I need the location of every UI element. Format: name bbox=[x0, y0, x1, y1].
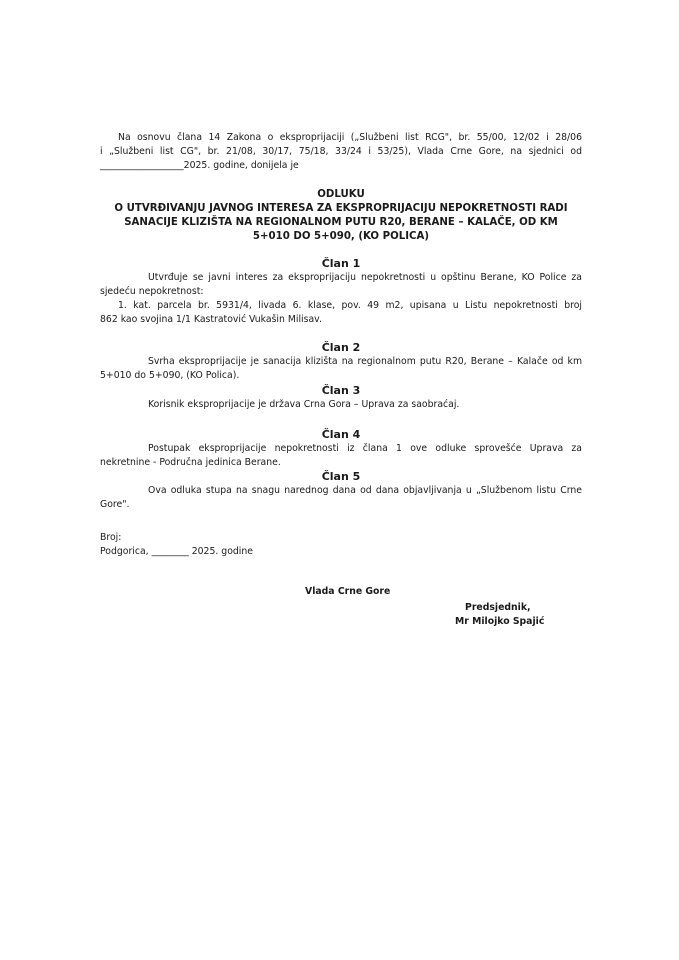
article-4-heading: Član 4 bbox=[321, 428, 361, 441]
signatory-name: Mr Milojko Spajić bbox=[455, 616, 545, 627]
article-1-list-item: 862 kao svojina 1/1 Kastratović Vukašin Milisav. bbox=[100, 314, 322, 325]
document-subtitle: 5+010 DO 5+090, (KO POLICA) bbox=[252, 231, 430, 242]
article-2-heading: Član 2 bbox=[321, 341, 361, 354]
article-1-heading: Član 1 bbox=[321, 257, 361, 270]
preamble-line: i „Službeni list CG", br. 21/08, 30/17, 75/18, 33/24 i 53/25), Vlada Crne Gore, na sjednici od bbox=[100, 146, 582, 157]
article-4-text: Postupak eksproprijacije nepokretnosti iz člana 1 ove odluke sprovešće Uprava za bbox=[148, 443, 582, 454]
article-4-text: nekretnine - Područna jedinica Berane. bbox=[100, 457, 281, 468]
article-1-text: sjedeću nepokretnost: bbox=[100, 286, 204, 297]
article-3-heading: Član 3 bbox=[321, 384, 361, 397]
article-2-text: Svrha eksproprijacije je sanacija klizišta na regionalnom putu R20, Berane – Kalače od km bbox=[148, 356, 582, 367]
article-5-heading: Član 5 bbox=[321, 470, 361, 483]
article-2-text: 5+010 do 5+090, (KO Polica). bbox=[100, 370, 240, 381]
document-number: Broj: bbox=[100, 532, 122, 543]
article-5-text: Ova odluka stupa na snagu narednog dana od dana objavljivanja u „Službenom listu Crne bbox=[148, 485, 582, 496]
preamble-line: Na osnovu člana 14 Zakona o eksproprijaciji („Službeni list RCG", br. 55/00, 12/02 i 28/06 bbox=[118, 132, 582, 143]
place-date: Podgorica, ________ 2025. godine bbox=[100, 546, 253, 557]
article-3-text: Korisnik eksproprijacije je država Crna Gora – Uprava za saobraćaj. bbox=[148, 399, 460, 410]
document-title: ODLUKU bbox=[317, 189, 365, 200]
signatory-title: Predsjednik, bbox=[465, 602, 531, 613]
preamble-line: __________________2025. godine, donijela je bbox=[100, 160, 299, 171]
article-1-list-item: 1. kat. parcela br. 5931/4, livada 6. klase, pov. 49 m2, upisana u Listu nepokretnosti broj bbox=[118, 300, 582, 311]
document-subtitle: O UTVRĐIVANJU JAVNOG INTERESA ZA EKSPROPRIJACIJU NEPOKRETNOSTI RADI bbox=[114, 203, 568, 214]
document-subtitle: SANACIJE KLIZIŠTA NA REGIONALNOM PUTU R20, BERANE – KALAČE, OD KM bbox=[124, 217, 558, 228]
article-5-text: Gore". bbox=[100, 499, 130, 510]
government-name: Vlada Crne Gore bbox=[305, 586, 391, 597]
article-1-text: Utvrđuje se javni interes za eksproprijaciju nepokretnosti u opštinu Berane, KO Police za bbox=[148, 272, 582, 283]
